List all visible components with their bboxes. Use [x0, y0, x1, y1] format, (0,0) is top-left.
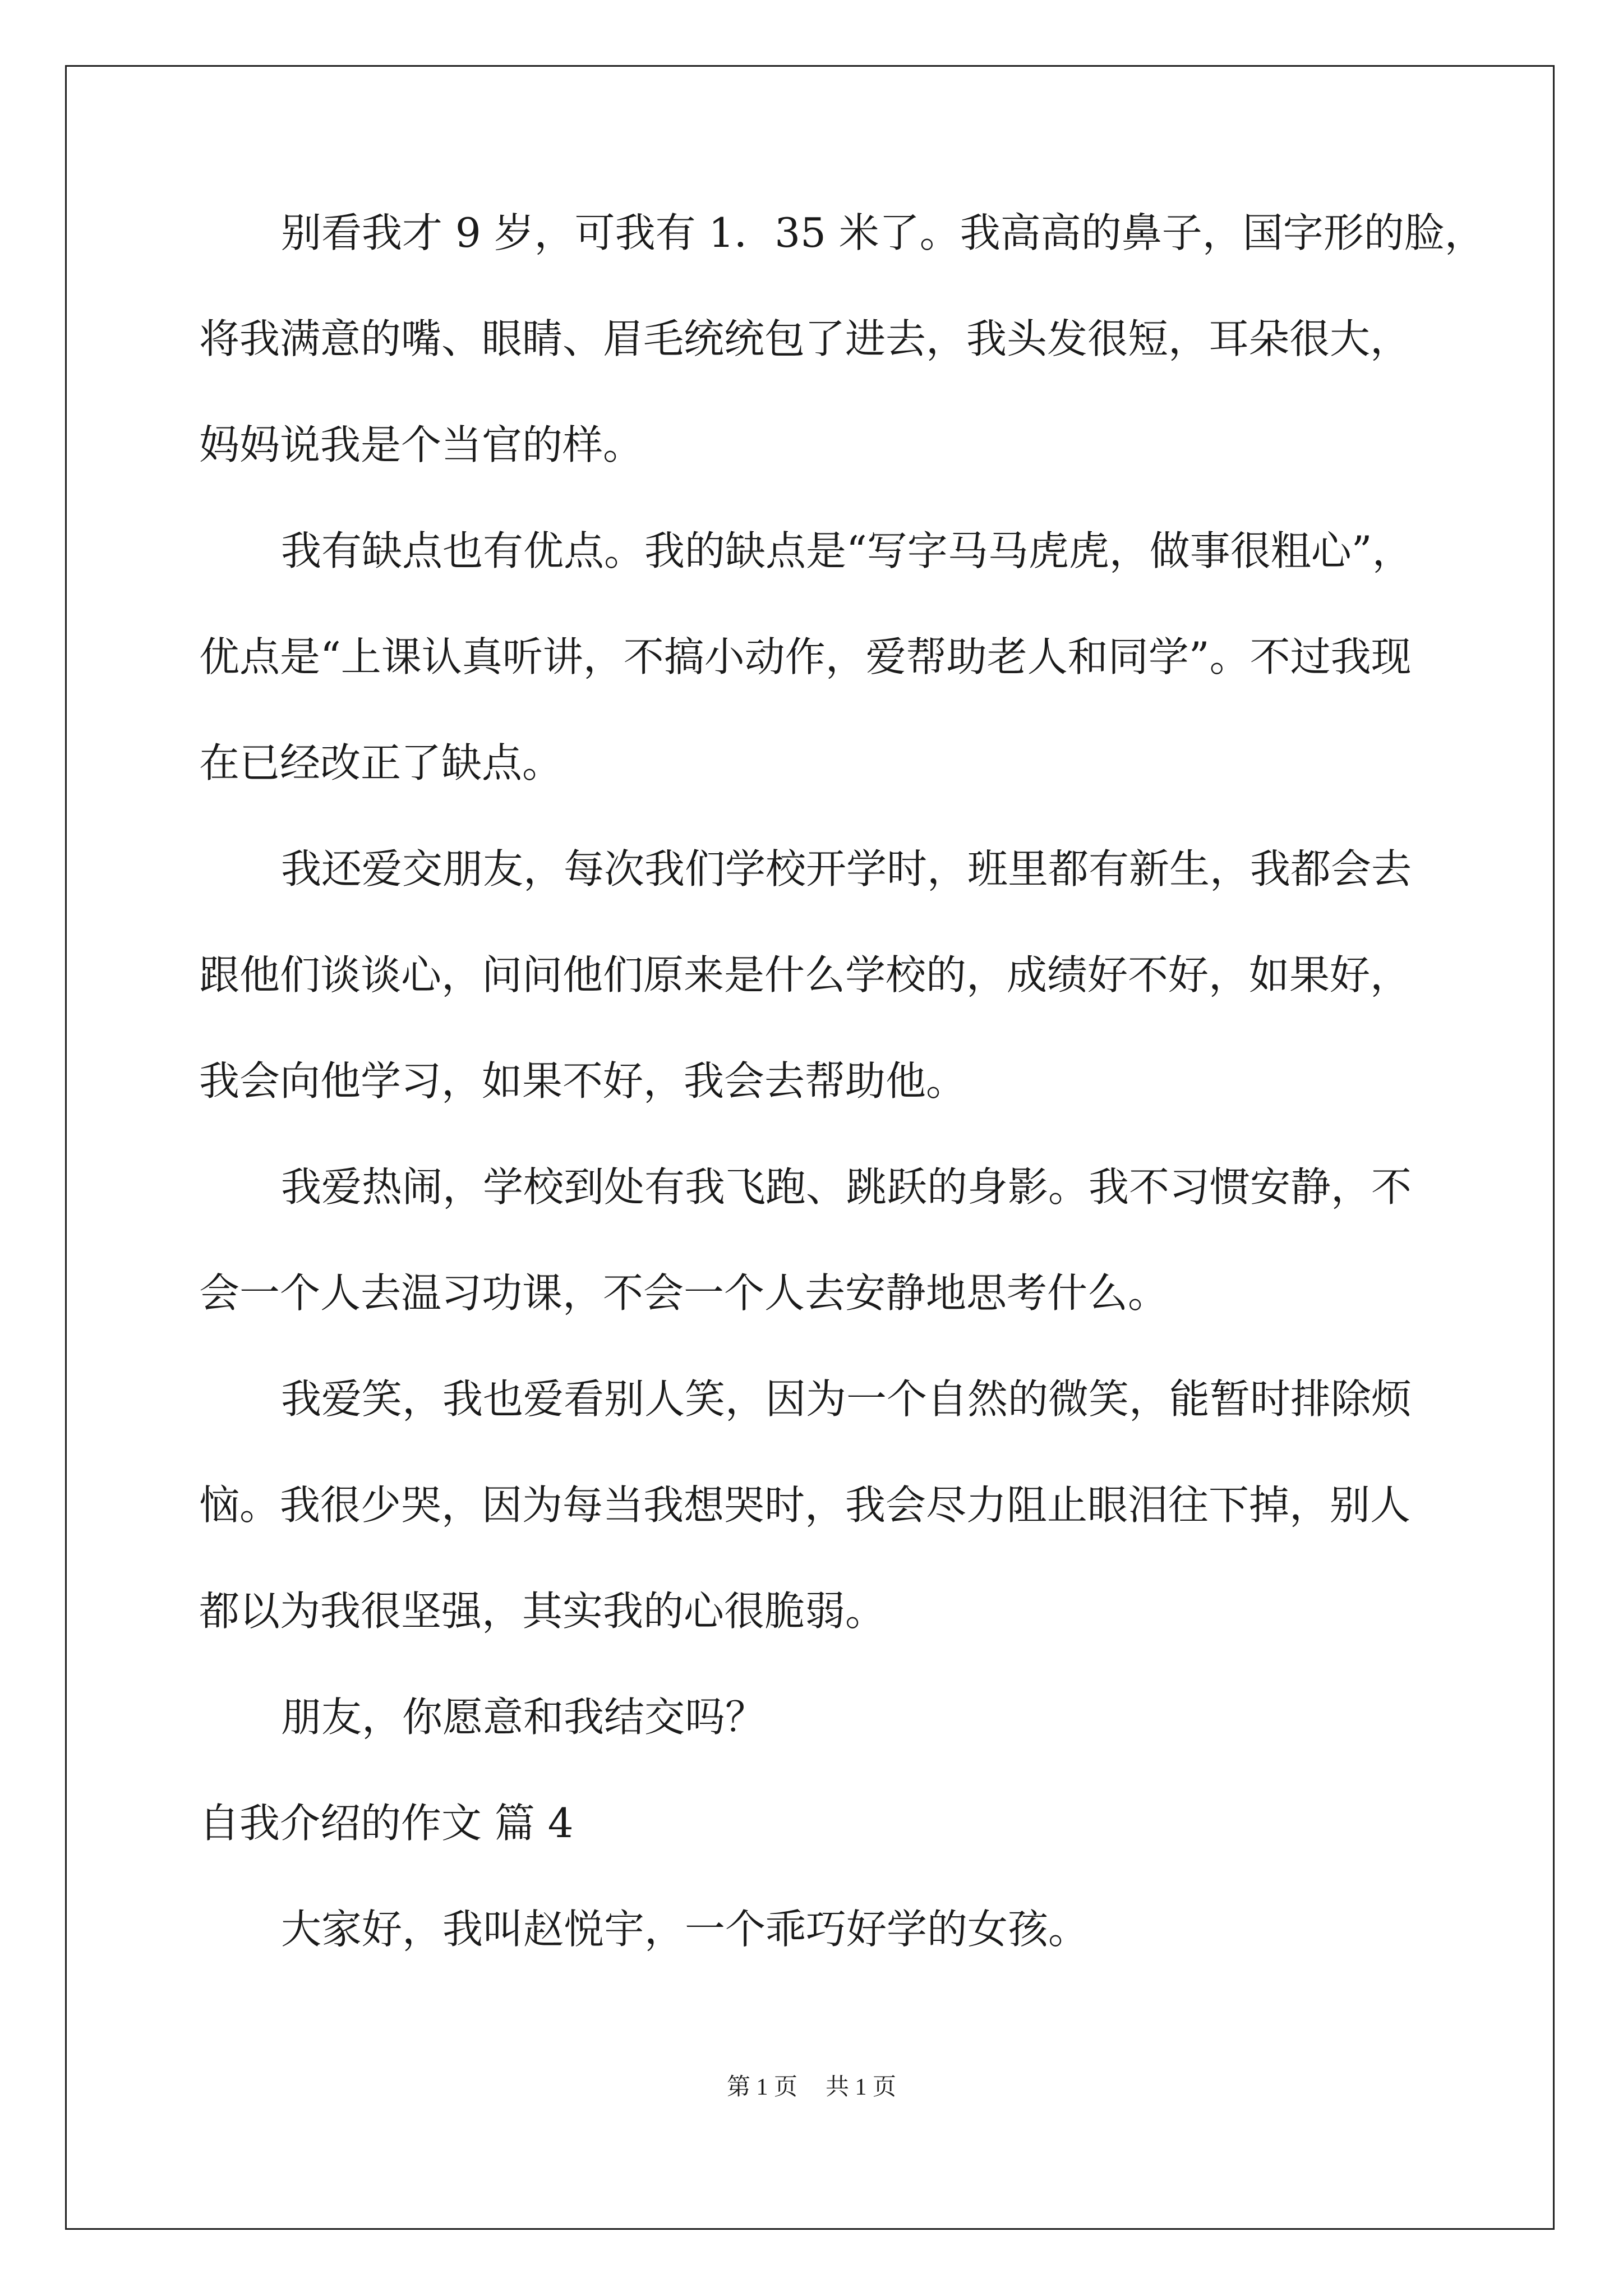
paragraph-5-line-3: 都以为我很坚强，其实我的心很脆弱。: [199, 1588, 886, 1635]
paragraph-2-line-1: 我有缺点也有优点。我的缺点是“写字马马虎虎，做事很粗心”，: [281, 527, 1413, 574]
paragraph-3-line-1: 我还爱交朋友，每次我们学校开学时，班里都有新生，我都会去: [281, 845, 1412, 892]
page-footer: [0, 2073, 1623, 2101]
paragraph-1-line-3: 妈妈说我是个当官的样。: [199, 421, 644, 468]
paragraph-5-line-1: 我爱笑，我也爱看别人笑，因为一个自然的微笑，能暂时排除烦: [281, 1375, 1412, 1423]
paragraph-6-line-1: 朋友，你愿意和我结交吗？: [281, 1694, 766, 1741]
paragraph-4-line-1: 我爱热闹，学校到处有我飞跑、跳跃的身影。我不习惯安静，不: [281, 1163, 1412, 1211]
paragraph-3-line-2: 跟他们谈谈心，问问他们原来是什么学校的，成绩好不好，如果好，: [199, 951, 1411, 999]
paragraph-3-line-3: 我会向他学习，如果不好，我会去帮助他。: [199, 1057, 967, 1105]
paragraph-4-line-2: 会一个人去温习功课，不会一个人去安静地思考什么。: [199, 1269, 1169, 1317]
paragraph-1-line-2: 将我满意的嘴、眼睛、眉毛统统包了进去，我头发很短，耳朵很大，: [199, 315, 1411, 362]
page-total: 共 1 页: [826, 2074, 897, 2100]
section-heading: 自我介绍的作文 篇 4: [199, 1800, 574, 1847]
paragraph-7-line-1: 大家好，我叫赵悦宇，一个乖巧好学的女孩。: [281, 1906, 1089, 1953]
paragraph-2-line-2: 优点是“上课认真听讲，不搞小动作，爱帮助老人和同学”。不过我现: [199, 633, 1412, 680]
paragraph-2-line-3: 在已经改正了缺点。: [199, 739, 563, 786]
paragraph-1-line-1: 别看我才 9 岁，可我有 1．35 米了。我高高的鼻子，国字形的脸，: [281, 209, 1485, 256]
page-number: 第 1 页: [726, 2074, 797, 2100]
paragraph-5-line-2: 恼。我很少哭，因为每当我想哭时，我会尽力阻止眼泪往下掉，别人: [199, 1481, 1411, 1529]
